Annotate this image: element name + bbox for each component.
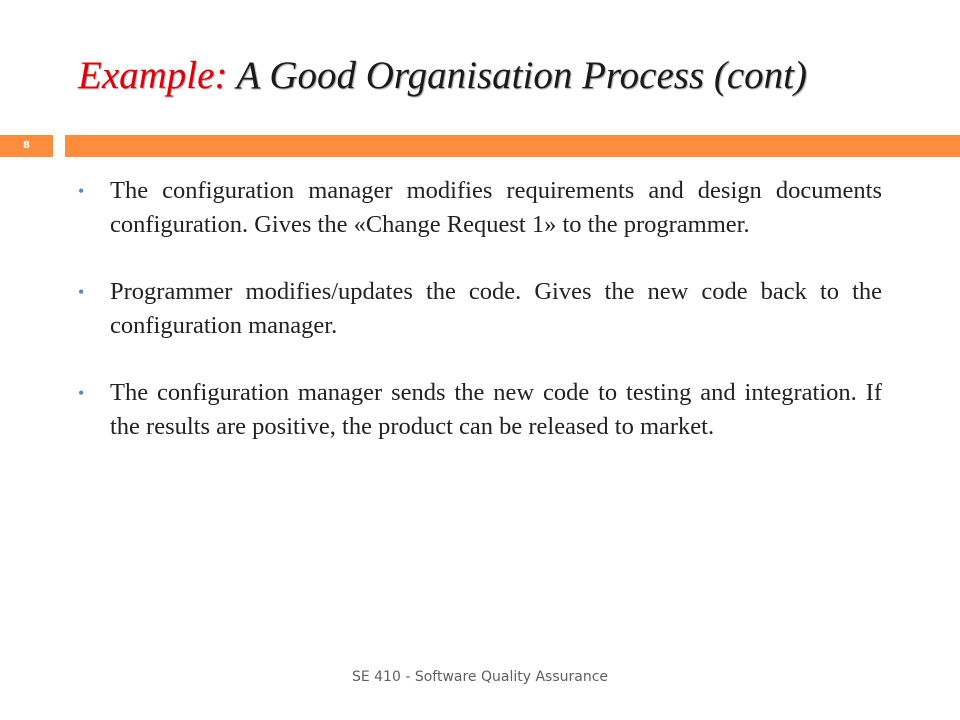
slide-footer: SE 410 - Software Quality Assurance xyxy=(351,669,609,685)
bullet-item xyxy=(78,275,882,343)
bullet-text: Programmer modifies/updates the code. Gives the new code back to the configuration manager. xyxy=(110,278,882,339)
bullet-text: The configuration manager modifies requirements and design documents configuration. Gives the «Change Request 1» to the programmer. xyxy=(110,177,882,238)
slide-title-text: A Good Organisation Process (cont) xyxy=(236,54,807,97)
bullet-text: The configuration manager sends the new code to testing and integration. If the results are positive, the product can be released to market. xyxy=(110,379,882,440)
bullet-marker-icon: • xyxy=(78,383,85,403)
bullet-list xyxy=(78,174,882,477)
bullet-marker-icon: • xyxy=(78,181,85,201)
slide-number: 8 xyxy=(23,140,30,151)
accent-bar xyxy=(65,135,960,157)
slide-title-prefix: Example: xyxy=(78,54,237,97)
slide-title xyxy=(78,52,807,100)
bullet-item xyxy=(78,376,882,444)
bullet-marker-icon: • xyxy=(78,282,85,302)
bullet-item xyxy=(78,174,882,242)
